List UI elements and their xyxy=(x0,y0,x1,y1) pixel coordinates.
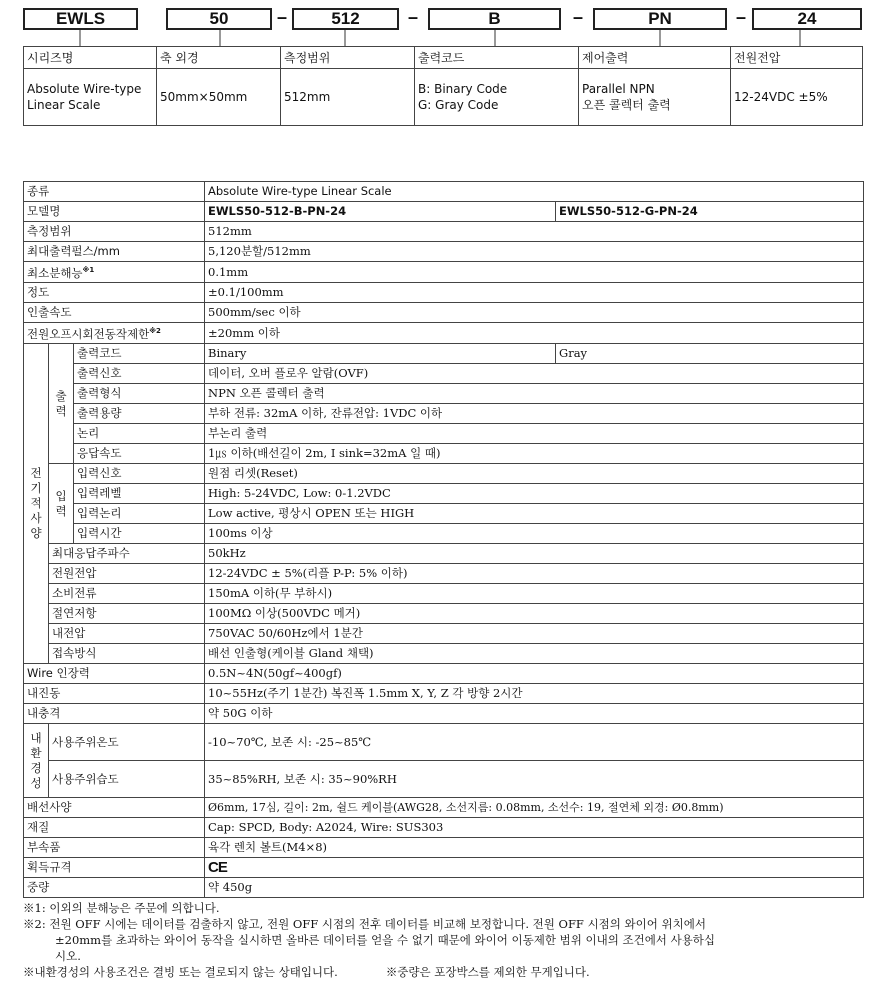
spec-value: Ø6mm, 17심, 길이: 2m, 쉴드 케이블(AWG28, 소선지름: 0.08mm, 소선수: 19, 절연체 외경: Ø0.8mm) xyxy=(205,798,864,818)
spec-label: 내충격 xyxy=(24,704,205,724)
value-output-code xyxy=(415,69,579,126)
spec-value: ±0.1/100mm xyxy=(205,283,864,303)
spec-value: 0.5N~4N(50gf~400gf) xyxy=(205,664,864,684)
code-dash: – xyxy=(572,7,583,27)
group-char: 출 xyxy=(55,388,67,403)
spec-row-response-speed xyxy=(24,444,864,464)
spec-row-input-time xyxy=(24,524,864,544)
spec-label: 입력신호 xyxy=(74,464,205,484)
group-char: 입 xyxy=(55,488,67,503)
footnote-2-cont: 시오. xyxy=(55,949,81,963)
ordering-code-table xyxy=(23,46,863,126)
code-voltage-box: 24 xyxy=(752,8,862,30)
spec-label: 출력코드 xyxy=(74,344,205,364)
value-line: 50mm×50mm xyxy=(160,90,248,104)
group-char: 성 xyxy=(30,775,42,790)
group-label-environment xyxy=(24,724,49,798)
spec-value: 데이터, 오버 플로우 알람(OVF) xyxy=(205,364,864,384)
spec-row-output-capacity xyxy=(24,404,864,424)
spec-row-insulation xyxy=(24,604,864,624)
spec-label: 최대출력펄스/mm xyxy=(24,242,205,262)
spec-value: 512mm xyxy=(205,222,864,242)
group-label-electrical xyxy=(24,344,49,664)
value-line: 오픈 콜렉터 출력 xyxy=(582,98,671,112)
footnote-2: ※2: 전원 OFF 시에는 데이터를 검출하지 않고, 전원 OFF 시점의 전후 데이터를 비교해 보정합니다. 전원 OFF 시점의 와이어 위치에서 xyxy=(23,917,706,931)
spec-row-max-frequency xyxy=(24,544,864,564)
spec-label: 정도 xyxy=(24,283,205,303)
header-output-code: 출력코드 xyxy=(415,47,579,69)
spec-value: NPN 오픈 콜렉터 출력 xyxy=(205,384,864,404)
spec-label: 전원전압 xyxy=(49,564,205,584)
group-char: 사 xyxy=(30,511,42,525)
spec-value: 750VAC 50/60Hz에서 1분간 xyxy=(205,624,864,644)
spec-row-measuring-range xyxy=(24,222,864,242)
spec-value: -10~70℃, 보존 시: -25~85℃ xyxy=(205,724,864,761)
ce-mark-icon: CE xyxy=(208,858,227,876)
spec-row-temperature xyxy=(24,724,864,761)
spec-value: Cap: SPCD, Body: A2024, Wire: SUS303 xyxy=(205,818,864,838)
spec-label xyxy=(24,262,205,283)
footnote-mark: ※1 xyxy=(82,266,95,274)
spec-label xyxy=(24,323,205,344)
code-diameter-box: 50 xyxy=(166,8,272,30)
header-range: 측정범위 xyxy=(281,47,415,69)
code-series-box: EWLS xyxy=(23,8,138,30)
code-dash: – xyxy=(276,7,287,27)
code-control-box: PN xyxy=(593,8,727,30)
footnote-row xyxy=(23,964,868,980)
value-series xyxy=(24,69,157,126)
spec-label: 절연저항 xyxy=(49,604,205,624)
footnote-weight: ※중량은 포장박스를 제외한 무게입니다. xyxy=(385,965,590,979)
group-char: 전 xyxy=(30,466,42,480)
spec-label: 입력시간 xyxy=(74,524,205,544)
value-line: 12-24VDC ±5% xyxy=(734,90,828,104)
spec-label: 중량 xyxy=(24,878,205,898)
spec-value: ±20mm 이하 xyxy=(205,323,864,344)
footnote-2-cont: ±20mm를 초과하는 와이어 동작을 실시하면 올바른 데이터를 얻을 수 없기 때문에 와이어 이동제한 범위 이내의 조건에서 사용하십 xyxy=(55,933,716,947)
model-gray: EWLS50-512-G-PN-24 xyxy=(556,202,864,222)
spec-value: 부하 전류: 32mA 이하, 잔류전압: 1VDC 이하 xyxy=(205,404,864,424)
spec-label: 인출속도 xyxy=(24,303,205,323)
spec-value: 약 50G 이하 xyxy=(205,704,864,724)
spec-row-output-form xyxy=(24,384,864,404)
spec-label: 배선사양 xyxy=(24,798,205,818)
spec-label: 사용주위습도 xyxy=(49,761,205,798)
group-char: 력 xyxy=(55,403,67,418)
spec-value: 50kHz xyxy=(205,544,864,564)
spec-row-vibration xyxy=(24,684,864,704)
header-control-output: 제어출력 xyxy=(579,47,731,69)
group-char: 기 xyxy=(30,481,42,495)
spec-value: 약 450g xyxy=(205,878,864,898)
spec-value: 35~85%RH, 보존 시: 35~90%RH xyxy=(205,761,864,798)
spec-value: 100ms 이상 xyxy=(205,524,864,544)
footnote-mark: ※2 xyxy=(149,327,161,335)
header-supply-voltage: 전원전압 xyxy=(731,47,863,69)
spec-row-min-resolution xyxy=(24,262,864,283)
value-line: B: Binary Code xyxy=(418,82,508,96)
spec-label: 측정범위 xyxy=(24,222,205,242)
group-char: 경 xyxy=(30,760,42,775)
spec-row-input-logic xyxy=(24,504,864,524)
spec-row-dielectric xyxy=(24,624,864,644)
spec-label: 접속방식 xyxy=(49,644,205,664)
spec-value: 500mm/sec 이하 xyxy=(205,303,864,323)
spec-row-weight xyxy=(24,878,864,898)
spec-label: 사용주위온도 xyxy=(49,724,205,761)
footnote-1: ※1: 이외의 분해능은 주문에 의합니다. xyxy=(23,901,220,915)
spec-row-input-signal xyxy=(24,464,864,484)
model-binary: EWLS50-512-B-PN-24 xyxy=(205,202,556,222)
group-char: 환 xyxy=(30,745,42,760)
spec-row-output-code xyxy=(24,344,864,364)
spec-row-power-off-limit xyxy=(24,323,864,344)
value-control-output xyxy=(579,69,731,126)
spec-label: 입력논리 xyxy=(74,504,205,524)
value-line: G: Gray Code xyxy=(418,98,499,112)
spec-label: 출력용량 xyxy=(74,404,205,424)
spec-row-current xyxy=(24,584,864,604)
spec-value: 육각 렌치 볼트(M4×8) xyxy=(205,838,864,858)
spec-label: 재질 xyxy=(24,818,205,838)
specification-table xyxy=(23,181,864,898)
value-line: Linear Scale xyxy=(27,98,101,112)
spec-value: 배선 인출형(케이블 Gland 채택) xyxy=(205,644,864,664)
value-line: Absolute Wire-type xyxy=(27,82,142,96)
code-dash: – xyxy=(407,7,418,27)
spec-value: 부논리 출력 xyxy=(205,424,864,444)
spec-value: 원점 리셋(Reset) xyxy=(205,464,864,484)
label-text: 최소분해능 xyxy=(27,266,83,280)
spec-row-supply-voltage xyxy=(24,564,864,584)
spec-value: Low active, 평상시 OPEN 또는 HIGH xyxy=(205,504,864,524)
spec-row-humidity xyxy=(24,761,864,798)
spec-label: 내전압 xyxy=(49,624,205,644)
spec-value: 10~55Hz(주기 1분간) 복진폭 1.5mm X, Y, Z 각 방향 2시간 xyxy=(205,684,864,704)
spec-value: 1㎲ 이하(배선길이 2m, I sink=32mA 일 때) xyxy=(205,444,864,464)
spec-row-max-pulses xyxy=(24,242,864,262)
spec-value: 150mA 이하(무 부하시) xyxy=(205,584,864,604)
spec-value: 100MΩ 이상(500VDC 메거) xyxy=(205,604,864,624)
spec-row-material xyxy=(24,818,864,838)
spec-row-accuracy xyxy=(24,283,864,303)
code-output-box: B xyxy=(428,8,561,30)
spec-label: 입력레벨 xyxy=(74,484,205,504)
spec-row-connection xyxy=(24,644,864,664)
footnotes xyxy=(23,900,868,980)
spec-row-input-level xyxy=(24,484,864,504)
spec-label: Wire 인장력 xyxy=(24,664,205,684)
value-range xyxy=(281,69,415,126)
group-label-input xyxy=(49,464,74,544)
group-char: 적 xyxy=(30,496,42,510)
spec-value: 0.1mm xyxy=(205,262,864,283)
value-line: 512mm xyxy=(284,90,331,104)
spec-row-wire-tension xyxy=(24,664,864,684)
group-char: 력 xyxy=(55,503,67,518)
spec-row-accessory xyxy=(24,838,864,858)
label-text: 전원오프시회전동작제한 xyxy=(27,327,150,341)
spec-label: 부속품 xyxy=(24,838,205,858)
spec-row-cable xyxy=(24,798,864,818)
code-dash: – xyxy=(735,7,746,27)
spec-value: 12-24VDC ± 5%(리플 P-P: 5% 이하) xyxy=(205,564,864,584)
footnote-environment: ※내환경성의 사용조건은 결빙 또는 결로되지 않는 상태입니다. xyxy=(23,965,338,979)
spec-row-type xyxy=(24,182,864,202)
spec-label: 응답속도 xyxy=(74,444,205,464)
spec-value xyxy=(205,858,864,878)
spec-row-approval xyxy=(24,858,864,878)
header-diameter: 축 외경 xyxy=(157,47,281,69)
output-code-gray: Gray xyxy=(556,344,864,364)
spec-label: 최대응답주파수 xyxy=(49,544,205,564)
spec-label: 소비전류 xyxy=(49,584,205,604)
spec-label: 종류 xyxy=(24,182,205,202)
spec-label: 내진동 xyxy=(24,684,205,704)
header-series: 시리즈명 xyxy=(24,47,157,69)
group-char: 내 xyxy=(30,730,42,745)
spec-row-model xyxy=(24,202,864,222)
output-code-binary: Binary xyxy=(205,344,556,364)
spec-label: 출력형식 xyxy=(74,384,205,404)
spec-label: 출력신호 xyxy=(74,364,205,384)
value-line: Parallel NPN xyxy=(582,82,655,96)
spec-label: 논리 xyxy=(74,424,205,444)
value-supply-voltage xyxy=(731,69,863,126)
spec-row-output-signal xyxy=(24,364,864,384)
group-label-output xyxy=(49,344,74,464)
spec-row-shock xyxy=(24,704,864,724)
spec-value: Absolute Wire-type Linear Scale xyxy=(205,182,864,202)
spec-label: 모델명 xyxy=(24,202,205,222)
spec-value: 5,120분할/512mm xyxy=(205,242,864,262)
code-range-box: 512 xyxy=(292,8,399,30)
spec-value: High: 5-24VDC, Low: 0-1.2VDC xyxy=(205,484,864,504)
value-diameter xyxy=(157,69,281,126)
spec-label: 획득규격 xyxy=(24,858,205,878)
group-char: 양 xyxy=(30,526,42,540)
spec-row-draw-speed xyxy=(24,303,864,323)
spec-row-output-logic xyxy=(24,424,864,444)
